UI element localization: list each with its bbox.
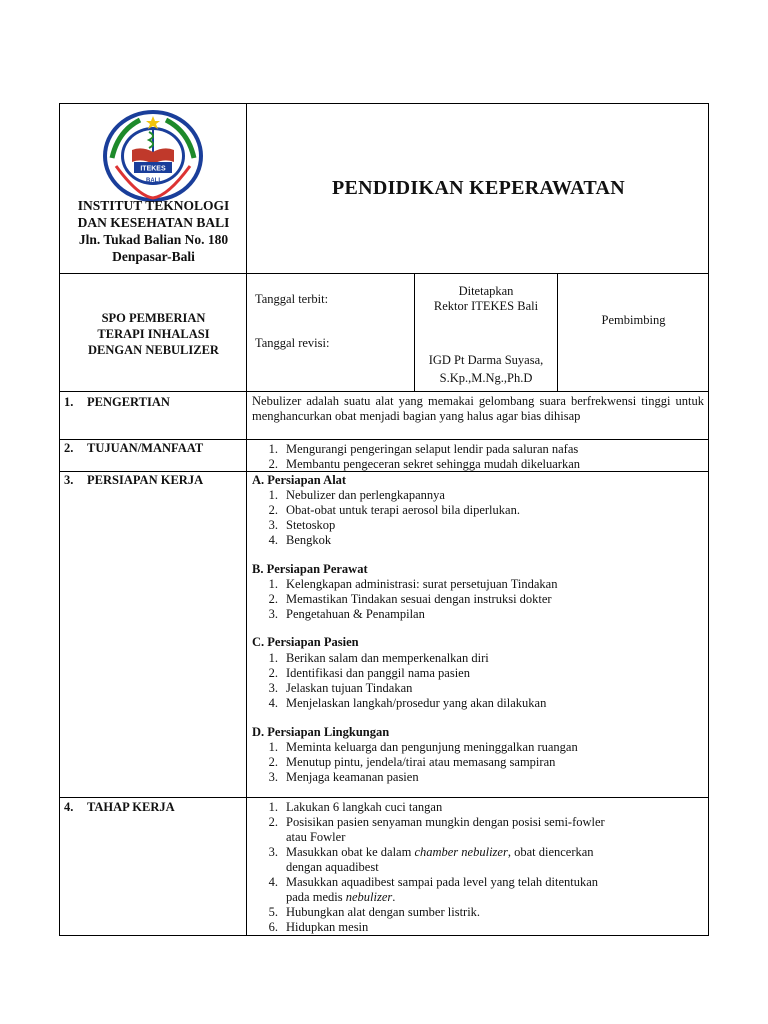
list-item: 1. Mengurangi pengeringan selaput lendir pada saluran nafas xyxy=(268,442,579,456)
svg-text:BALI: BALI xyxy=(146,178,160,184)
tanggal-revisi-label: Tanggal revisi: xyxy=(255,336,330,350)
spo-title-line: TERAPI INHALASI xyxy=(97,327,210,341)
list-item: 3. Masukkan obat ke dalam chamber nebulizer, obat diencerkan xyxy=(268,845,594,859)
row-divider xyxy=(60,439,709,440)
section-tujuan: 2. TUJUAN/MANFAAT xyxy=(64,441,204,455)
list-item-continuation: dengan aquadibest xyxy=(286,860,379,874)
row-divider xyxy=(60,391,709,392)
signer-name: IGD Pt Darma Suyasa, xyxy=(428,353,544,367)
list-item: 2. Posisikan pasien senyaman mungkin dengan posisi semi-fowler xyxy=(268,815,605,829)
list-item: 3. Pengetahuan & Penampilan xyxy=(268,607,425,621)
subheading-persiapan-perawat: B. Persiapan Perawat xyxy=(252,562,368,576)
sop-document xyxy=(59,103,709,936)
list-item: 2. Identifikasi dan panggil nama pasien xyxy=(268,666,470,680)
list-item-continuation: pada medis nebulizer. xyxy=(286,890,396,904)
pembimbing-label: Pembimbing xyxy=(601,313,666,327)
subheading-persiapan-alat: A. Persiapan Alat xyxy=(252,473,347,487)
institution-address: Jln. Tukad Balian No. 180 xyxy=(78,232,229,247)
spo-title xyxy=(60,310,247,358)
signer-title: S.Kp.,M.Ng.,Ph.D xyxy=(439,371,533,385)
list-item: 1. Lakukan 6 langkah cuci tangan xyxy=(268,800,443,814)
ditetapkan-label: Ditetapkan xyxy=(458,284,514,298)
list-item: 1. Nebulizer dan perlengkapannya xyxy=(268,488,445,502)
pengertian-text: Nebulizer adalah suatu alat yang memakai gelombang suara berfrekwensi tinggi untuk menghancurkan obat menjadi bagian yang halus agar bias dihisap xyxy=(252,394,704,423)
list-item: 1. Meminta keluarga dan pengunjung meninggalkan ruangan xyxy=(268,740,578,754)
section-persiapan-kerja: 3. PERSIAPAN KERJA xyxy=(64,473,204,487)
list-item-continuation: atau Fowler xyxy=(286,830,346,844)
institution-block xyxy=(60,197,247,265)
list-item: 4. Bengkok xyxy=(268,533,332,547)
list-item: 3. Menjaga keamanan pasien xyxy=(268,770,419,784)
tanggal-terbit-label: Tanggal terbit: xyxy=(255,292,329,306)
institution-line: DAN KESEHATAN BALI xyxy=(77,215,230,230)
list-item: 2. Memastikan Tindakan sesuai dengan instruksi dokter xyxy=(268,592,552,606)
list-item: 2. Obat-obat untuk terapi aerosol bila diperlukan. xyxy=(268,503,520,517)
section-tahap-kerja: 4. TAHAP KERJA xyxy=(64,800,175,814)
rektor-label: Rektor ITEKES Bali xyxy=(433,299,539,313)
list-item: 3. Stetoskop xyxy=(268,518,336,532)
list-item: 6. Hidupkan mesin xyxy=(268,920,369,934)
list-item: 1. Kelengkapan administrasi: surat persetujuan Tindakan xyxy=(268,577,558,591)
institution-city: Denpasar-Bali xyxy=(112,249,195,264)
list-item: 5. Hubungkan alat dengan sumber listrik. xyxy=(268,905,481,919)
list-item: 3. Jelaskan tujuan Tindakan xyxy=(268,681,413,695)
svg-text:ITEKES: ITEKES xyxy=(140,165,166,173)
column-divider xyxy=(557,274,558,392)
row-divider xyxy=(60,273,709,274)
list-item: 4. Menjelaskan langkah/prosedur yang akan dilakukan xyxy=(268,696,547,710)
list-item: 1. Berikan salam dan memperkenalkan diri xyxy=(268,651,489,665)
itekes-logo xyxy=(98,106,208,206)
section-pengertian: 1. PENGERTIAN xyxy=(64,395,170,409)
page-title: PENDIDIKAN KEPERAWATAN xyxy=(331,177,626,199)
row-divider xyxy=(60,797,709,798)
list-item: 2. Menutup pintu, jendela/tirai atau memasang sampiran xyxy=(268,755,556,769)
institution-line: INSTITUT TEKNOLOGI xyxy=(77,198,230,213)
spo-title-line: DENGAN NEBULIZER xyxy=(88,343,219,357)
list-item: 2. Membantu pengeceran sekret sehingga mudah dikeluarkan xyxy=(268,457,580,471)
subheading-persiapan-pasien: C. Persiapan Pasien xyxy=(252,635,359,649)
spo-title-line: SPO PEMBERIAN xyxy=(101,311,206,325)
subheading-persiapan-lingkungan: D. Persiapan Lingkungan xyxy=(252,725,390,739)
list-item: 4. Masukkan aquadibest sampai pada level yang telah ditentukan xyxy=(268,875,599,889)
